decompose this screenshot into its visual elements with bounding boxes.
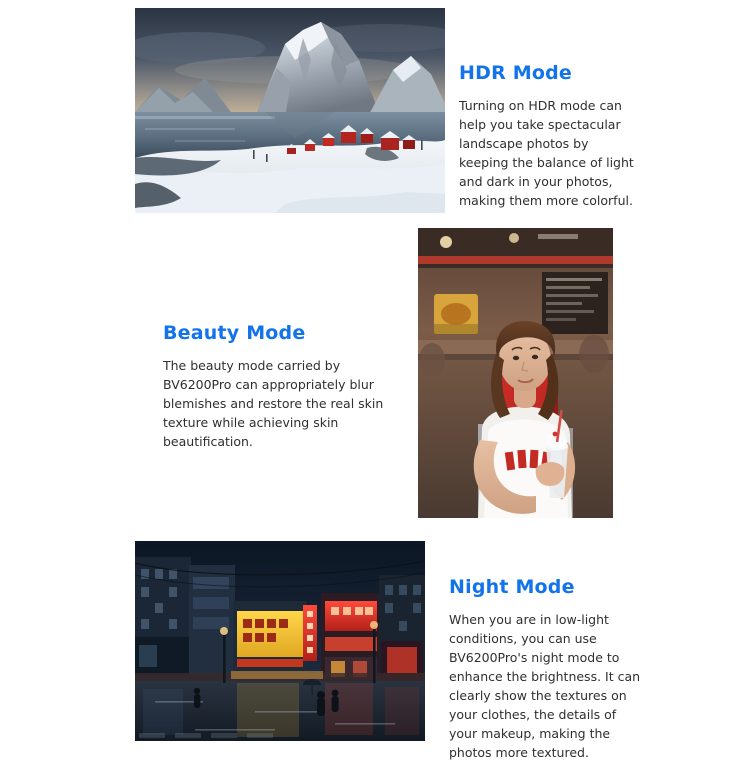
hdr-body: Turning on HDR mode can help you take spectacular landscape photos by keeping the balance of light and dark in your photos, making them more colorful. (459, 97, 634, 208)
beauty-text-column (163, 228, 388, 518)
night-body: When you are in low-light conditions, you can use BV6200Pro's night mode to enhance the brightness. It can clearly show the textures on your clothes, the details of your makeup, making the photos more textured. (449, 611, 641, 760)
feature-section-hdr (135, 8, 639, 213)
snowy-fjord-village-photo (135, 8, 445, 213)
beauty-heading: Beauty Mode (163, 322, 306, 344)
diner-illustration (418, 228, 613, 518)
fjord-illustration (135, 8, 445, 213)
beauty-body: The beauty mode carried by BV6200Pro can appropriately blur blemishes and restore the real skin texture while achieving skin beautification. (163, 357, 384, 449)
diner-portrait-photo (418, 228, 613, 518)
hdr-heading: HDR Mode (459, 62, 572, 84)
night-text-column (425, 541, 644, 762)
feature-section-night (135, 541, 644, 762)
feature-section-beauty (163, 228, 613, 518)
night-street-photo (135, 541, 425, 741)
night-street-illustration (135, 541, 425, 741)
hdr-text-column (445, 8, 639, 213)
night-heading: Night Mode (449, 576, 575, 598)
